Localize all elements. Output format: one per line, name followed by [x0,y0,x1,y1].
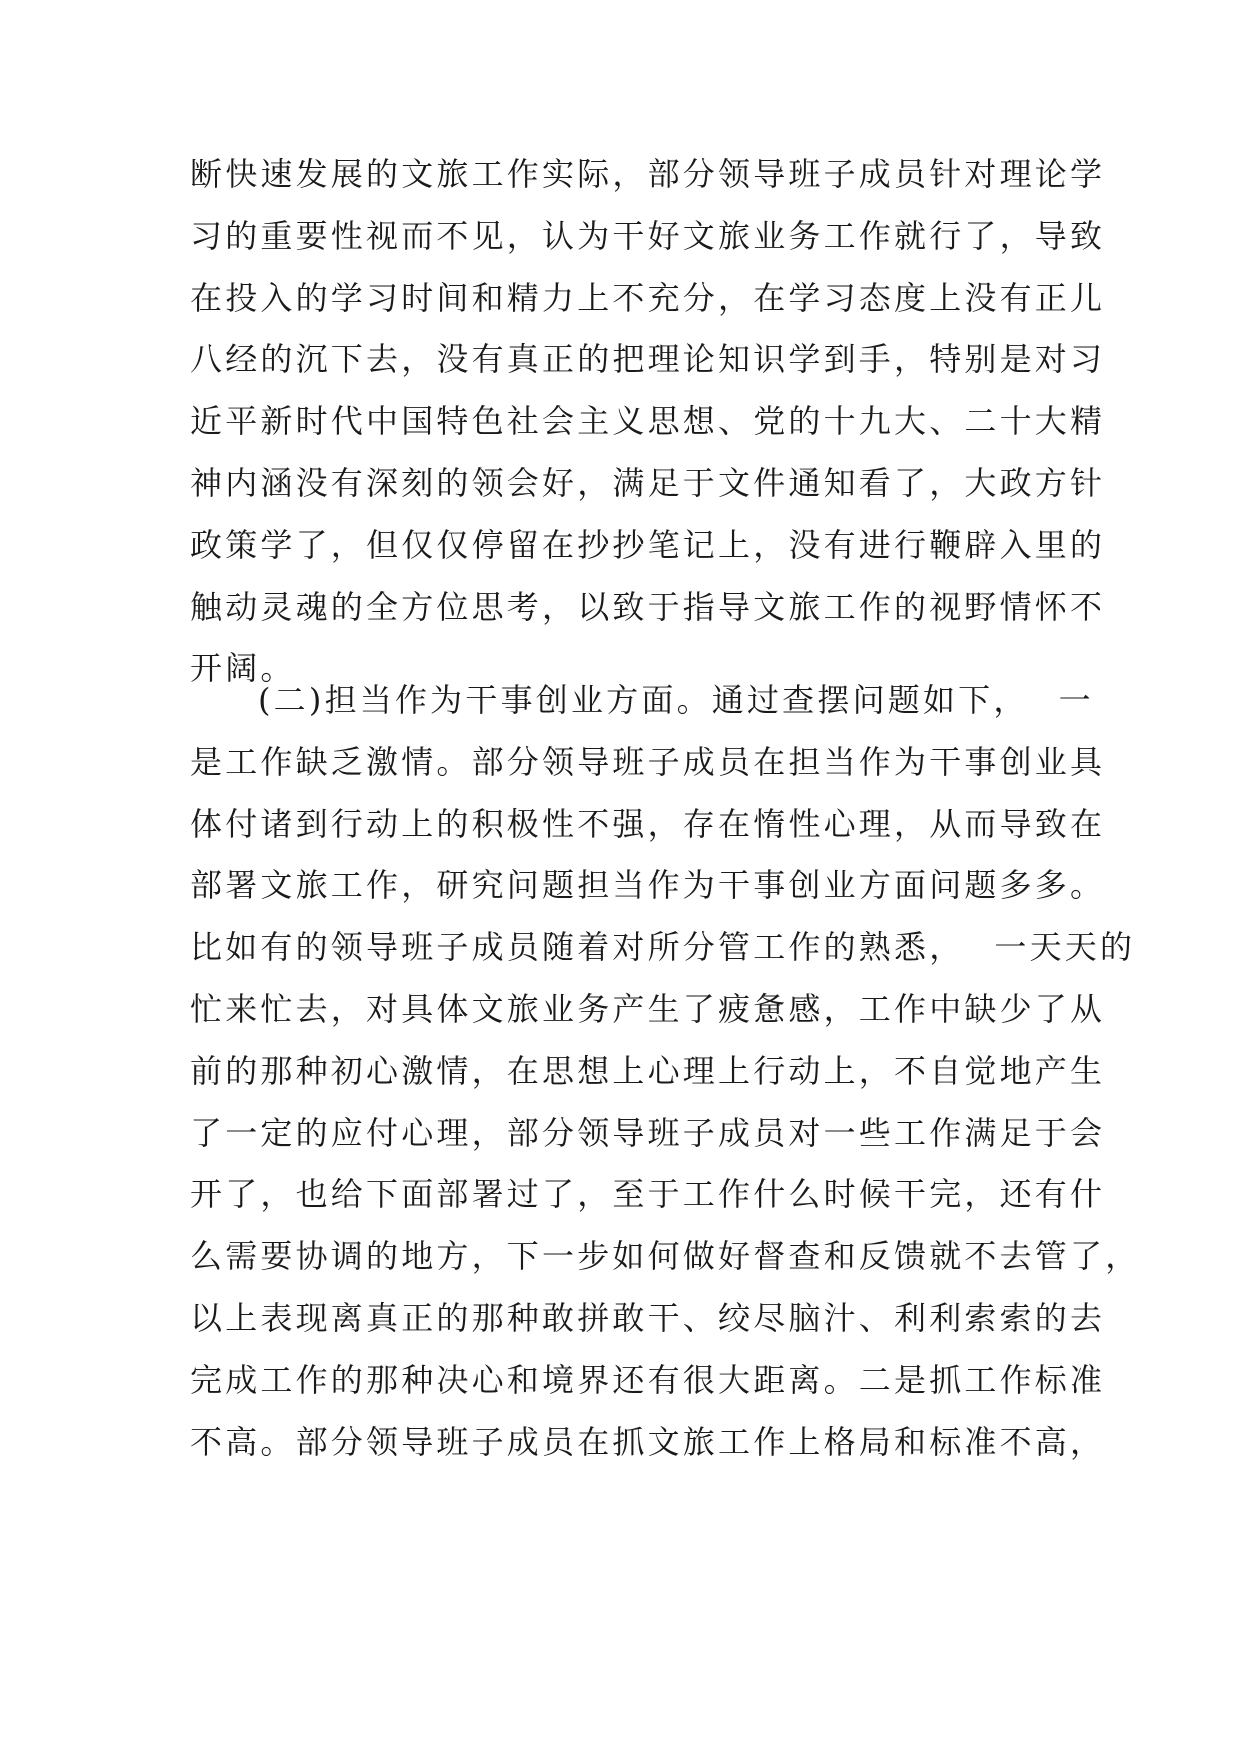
paragraph-line: 神内涵没有深刻的领会好，满足于文件通知看了，大政方针 [190,463,1106,502]
paragraph-line: 开了，也给下面部署过了，至于工作什么时候干完，还有什 [190,1175,1106,1214]
paragraph-line [190,917,1136,979]
paragraph-line: 不高。部分领导班子成员在抓文旅工作上格局和标准不高， [190,1422,1106,1461]
paragraph-text: 一天天的 [994,928,1136,967]
paragraph-line: 在投入的学习时间和精力上不充分，在学习态度上没有正儿 [190,278,1106,317]
paragraph-line: 近平新时代中国特色社会主义思想、党的十九大、二十大精 [190,402,1106,441]
paragraph-line: 完成工作的那种决心和境界还有很大距离。二是抓工作标准 [190,1360,1106,1399]
paragraph-line: 习的重要性视而不见，认为干好文旅业务工作就行了，导致 [190,216,1106,255]
paragraph-line: 触动灵魂的全方位思考，以致于指导文旅工作的视野情怀不 [190,587,1106,626]
paragraph-line: 了一定的应付心理，部分领导班子成员对一些工作满足于会 [190,1113,1106,1152]
paragraph-line: 部署文旅工作，研究问题担当作为干事创业方面问题多多。 [190,866,1106,905]
paragraph-line: 政策学了，但仅仅停留在抄抄笔记上，没有进行鞭辟入里的 [190,525,1106,564]
paragraph-line: 开阔。 [190,649,296,688]
paragraph-first-line [190,670,1094,732]
paragraph-1 [190,144,1106,700]
paragraph-line: 忙来忙去，对具体文旅业务产生了疲惫感，工作中缺少了从 [190,989,1106,1028]
paragraph-line: 体付诸到行动上的积极性不强，存在惰性心理，从而导致在 [190,804,1106,843]
paragraph-line: 么需要协调的地方，下一步如何做好督查和反馈就不去管了， [190,1237,1141,1276]
paragraph-line: 以上表现离真正的那种敢拼敢干、绞尽脑汁、利利索索的去 [190,1298,1106,1337]
paragraph-2 [190,670,1141,1473]
paragraph-line: 断快速发展的文旅工作实际，部分领导班子成员针对理论学 [190,155,1106,193]
paragraph-line: 是工作缺乏激情。部分领导班子成员在担当作为干事创业具 [190,742,1106,781]
paragraph-line: 八经的沉下去，没有真正的把理论知识学到手，特别是对习 [190,340,1106,379]
section-heading-text: (二)担当作为干事创业方面。通过查摆问题如下， [258,681,1029,719]
paragraph-text: 比如有的领导班子成员随着对所分管工作的熟悉， [190,928,965,967]
paragraph-text: 一 [1058,681,1094,719]
paragraph-line: 前的那种初心激情，在思想上心理上行动上，不自觉地产生 [190,1051,1106,1090]
